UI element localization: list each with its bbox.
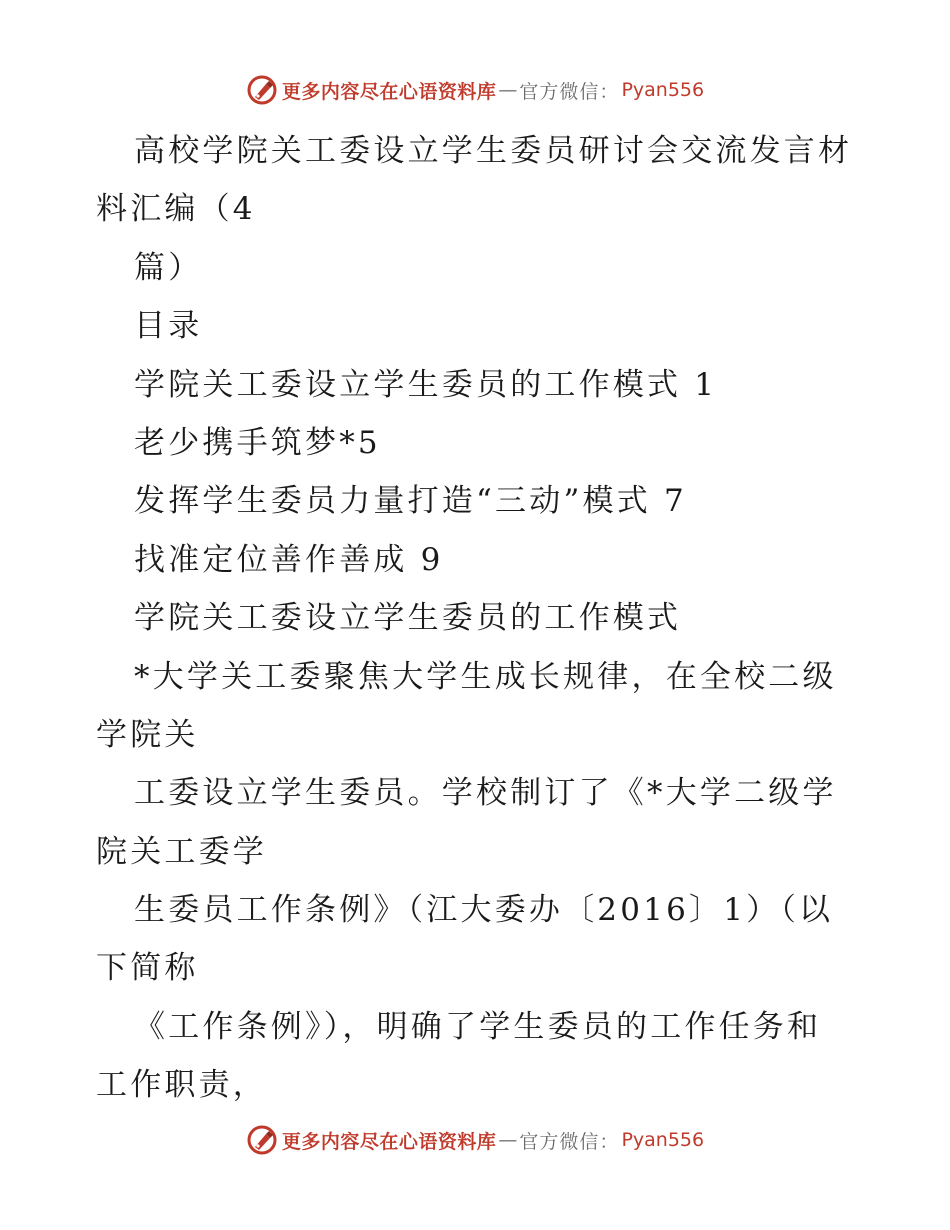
watermark-wechat-label: 官方微信： [519, 80, 620, 103]
toc-entry-3: 发挥学生委员力量打造“三动”模式 7 [134, 483, 687, 520]
paragraph-line: 生委员工作条例》（江大委办〔2016〕1）（以 [134, 892, 834, 929]
paragraph-line: 《工作条例》），明确了学生委员的工作任务和 [134, 1008, 822, 1045]
pen-logo-icon [246, 1124, 278, 1156]
toc-heading: 目录 [134, 308, 203, 345]
watermark-separator: — [498, 79, 518, 101]
toc-entry-2: 老少携手筑梦*5 [134, 424, 381, 461]
header-watermark [0, 70, 950, 110]
paragraph-line: 工作职责， [96, 1067, 267, 1104]
paragraph-line: *大学关工委聚焦大学生成长规律，在全校二级 [134, 658, 837, 695]
watermark-wechat-id: Pyan556 [621, 79, 705, 101]
pen-logo-icon [246, 74, 278, 106]
watermark-wechat-id: Pyan556 [621, 1129, 705, 1151]
watermark-main-text: 更多内容尽在心语资料库 [281, 1130, 497, 1153]
footer-watermark [0, 1120, 950, 1160]
paragraph-line: 工委设立学生委员。学校制订了《*大学二级学 [134, 775, 837, 812]
paragraph-line: 院关工委学 [96, 833, 267, 870]
watermark-main-text: 更多内容尽在心语资料库 [281, 80, 497, 103]
paragraph-line: 学院关 [96, 716, 199, 753]
toc-entry-4: 找准定位善作善成 9 [134, 541, 444, 578]
document-title-line-3: 篇） [134, 249, 203, 286]
watermark-wechat-label: 官方微信： [519, 1130, 620, 1153]
toc-entry-1: 学院关工委设立学生委员的工作模式 1 [134, 366, 718, 403]
section-heading: 学院关工委设立学生委员的工作模式 [134, 600, 682, 637]
watermark-separator: — [498, 1129, 518, 1151]
document-title-line-2: 料汇编（4 [96, 191, 256, 228]
paragraph-line: 下简称 [96, 950, 199, 987]
document-body [96, 122, 856, 1115]
document-title-line-1: 高校学院关工委设立学生委员研讨会交流发言材 [134, 133, 853, 169]
